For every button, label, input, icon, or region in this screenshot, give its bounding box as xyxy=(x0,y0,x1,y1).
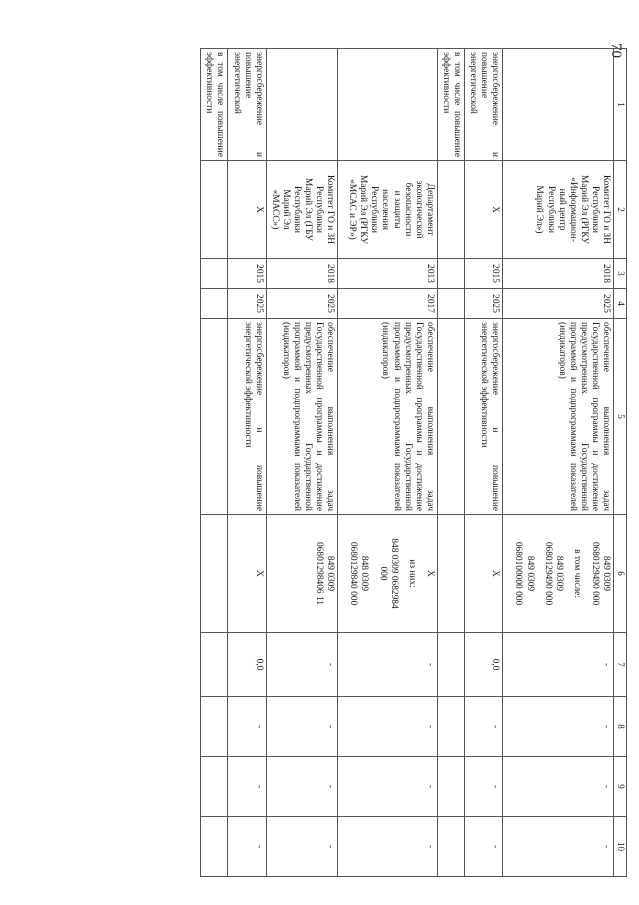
column-header-9: 9 xyxy=(614,757,627,817)
cell-col-8: - xyxy=(465,697,503,757)
column-header-4: 4 xyxy=(614,289,627,319)
column-header-7: 7 xyxy=(614,633,627,697)
cell-col-2 xyxy=(437,161,464,259)
budget-code: 849 0309 06801298406 11 xyxy=(314,542,336,605)
cell-col-2: Комитет ГО и ЗН Республики Марий Эл (ГБУ Республики Марий Эл «МАСС») xyxy=(266,161,338,259)
cell-col-9: - xyxy=(338,757,438,817)
cell-col-10: - xyxy=(266,817,338,877)
column-header-6: 6 xyxy=(614,515,627,633)
cell-col-4: 2025 xyxy=(465,289,503,319)
cell-col-6 xyxy=(465,515,503,633)
budget-code: 848 0309 0682984 000 xyxy=(377,538,399,609)
budget-code: из них: xyxy=(406,559,417,588)
cell-col-1: в том числе повышение эффективности xyxy=(201,49,228,161)
table-row xyxy=(266,49,338,877)
cell-col-8 xyxy=(201,697,228,757)
cell-col-3: 2018 xyxy=(266,259,338,289)
cell-col-8: - xyxy=(266,697,338,757)
cell-col-1 xyxy=(503,49,614,161)
cell-col-8: - xyxy=(503,697,614,757)
budget-code: в том числе: xyxy=(571,549,582,598)
cell-col-1: в том числе повышение эффективности xyxy=(437,49,464,161)
header-row xyxy=(614,49,627,877)
budget-code: X xyxy=(253,570,264,577)
cell-col-6 xyxy=(437,515,464,633)
cell-col-2: X xyxy=(465,161,503,259)
budget-code: X xyxy=(490,570,501,577)
page-number: 70 xyxy=(608,43,624,58)
budget-code: X xyxy=(424,570,435,577)
cell-col-2: Комитет ГО и ЗН Республики Марий Эл (РГКУ «Информацион- ный центр Республики Марий Эл») xyxy=(503,161,614,259)
cell-col-4: 2025 xyxy=(266,289,338,319)
cell-col-1: энергосбережение и повышение энергетической xyxy=(228,49,266,161)
cell-col-9: - xyxy=(228,757,266,817)
cell-col-3: 2013 xyxy=(338,259,438,289)
cell-col-7: 0,0 xyxy=(228,633,266,697)
cell-col-7 xyxy=(437,633,464,697)
cell-col-7 xyxy=(201,633,228,697)
cell-col-8: - xyxy=(228,697,266,757)
table-row xyxy=(201,49,228,877)
cell-col-3: 2018 xyxy=(503,259,614,289)
cell-col-5: обеспечение выполнения задач Государственной программы и достижение предусмотренных Государственной программой и подпрограммами показателей (индикаторов) xyxy=(266,319,338,515)
cell-col-8: - xyxy=(338,697,438,757)
table-row xyxy=(465,49,503,877)
cell-col-9: - xyxy=(503,757,614,817)
cell-col-4 xyxy=(437,289,464,319)
cell-col-9 xyxy=(437,757,464,817)
cell-col-1: энергосбережение и повышение энергетической xyxy=(465,49,503,161)
cell-col-4: 2025 xyxy=(503,289,614,319)
cell-col-3: 2015 xyxy=(228,259,266,289)
cell-col-2: X xyxy=(228,161,266,259)
cell-col-9: - xyxy=(465,757,503,817)
table-row xyxy=(503,49,614,877)
cell-col-2 xyxy=(201,161,228,259)
table-row xyxy=(338,49,438,877)
cell-col-4: 2017 xyxy=(338,289,438,319)
cell-col-3 xyxy=(201,259,228,289)
cell-col-3: 2015 xyxy=(465,259,503,289)
table-container xyxy=(117,48,627,876)
cell-col-6 xyxy=(503,515,614,633)
cell-col-10: - xyxy=(338,817,438,877)
cell-col-6 xyxy=(228,515,266,633)
column-header-3: 3 xyxy=(614,259,627,289)
cell-col-5: обеспечение выполнения задач Государственной программы и достижение предусмотренных Государственной программой и подпрограммами показателей (индикаторов) xyxy=(338,319,438,515)
table-body xyxy=(201,49,614,877)
cell-col-8 xyxy=(437,697,464,757)
cell-col-7: - xyxy=(338,633,438,697)
cell-col-10: - xyxy=(503,817,614,877)
column-header-10: 10 xyxy=(614,817,627,877)
cell-col-5 xyxy=(437,319,464,515)
cell-col-10: - xyxy=(228,817,266,877)
cell-col-6 xyxy=(338,515,438,633)
budget-code: 848 0309 0680129840 000 xyxy=(348,541,370,606)
cell-col-9 xyxy=(201,757,228,817)
cell-col-7: - xyxy=(266,633,338,697)
cell-col-2: Департамент экологической безопасности и защиты населения Республики Марий Эл (РГКУ «МСАС и ЭР») xyxy=(338,161,438,259)
column-header-5: 5 xyxy=(614,319,627,515)
column-header-2: 2 xyxy=(614,161,627,259)
cell-col-5 xyxy=(201,319,228,515)
data-table xyxy=(200,48,627,877)
cell-col-3 xyxy=(437,259,464,289)
cell-col-6 xyxy=(266,515,338,633)
cell-col-5: обеспечение выполнения задач Государственной программы и достижение предусмотренных Государственной программой и подпрограммами показателей (индикаторов) xyxy=(503,319,614,515)
cell-col-4: 2025 xyxy=(228,289,266,319)
cell-col-1 xyxy=(338,49,438,161)
cell-col-4 xyxy=(201,289,228,319)
cell-col-10: - xyxy=(465,817,503,877)
column-header-1: 1 xyxy=(614,49,627,161)
cell-col-6 xyxy=(201,515,228,633)
table-row xyxy=(228,49,266,877)
cell-col-7: - xyxy=(503,633,614,697)
budget-code: 849 0309 0680129490 000 xyxy=(542,541,564,606)
table-row xyxy=(437,49,464,877)
cell-col-5: энергосбережение и повышение энергетической эффективности xyxy=(228,319,266,515)
cell-col-1 xyxy=(266,49,338,161)
cell-col-10 xyxy=(437,817,464,877)
cell-col-5: энергосбережение и повышение энергетической эффективности xyxy=(465,319,503,515)
cell-col-7: 0,0 xyxy=(465,633,503,697)
cell-col-10 xyxy=(201,817,228,877)
column-header-8: 8 xyxy=(614,697,627,757)
budget-code: 849 0309 0680129490 000 xyxy=(589,541,611,606)
budget-code: 849 0309 0680100000 000 xyxy=(513,541,535,606)
cell-col-9: - xyxy=(266,757,338,817)
